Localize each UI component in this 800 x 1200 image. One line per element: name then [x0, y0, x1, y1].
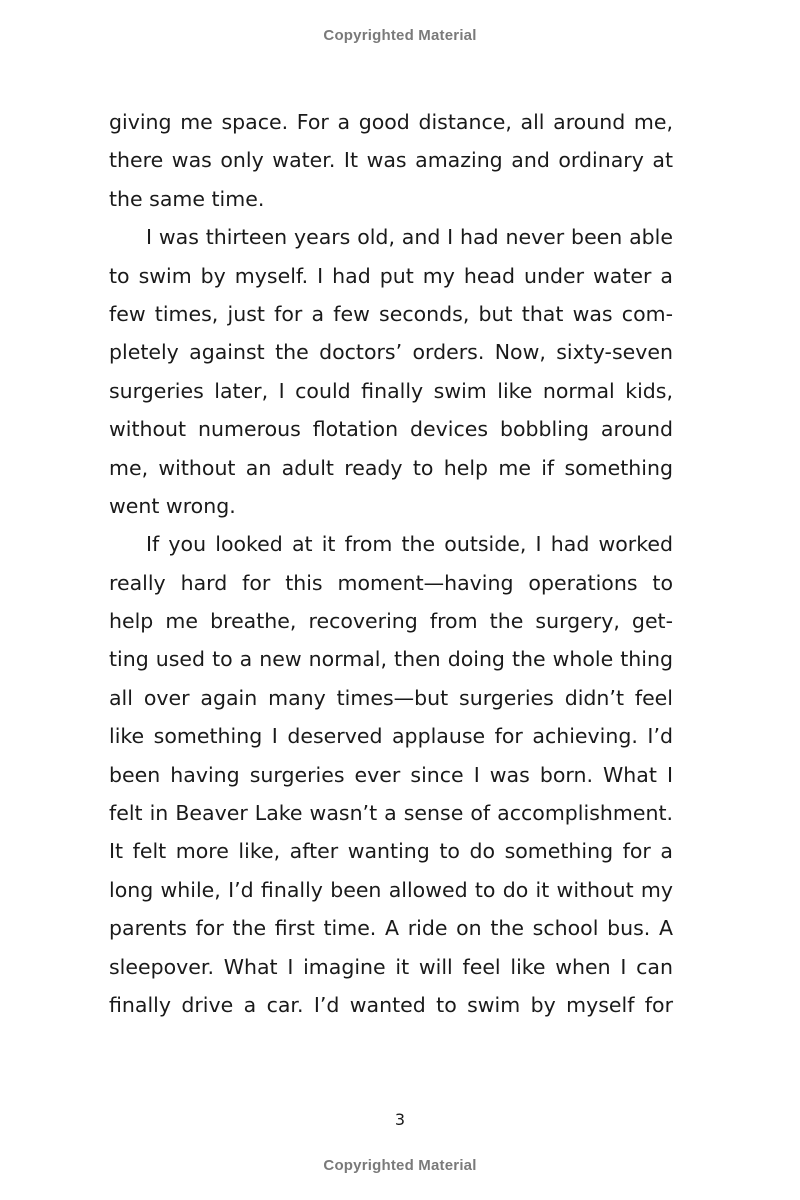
- paragraph-2: [109, 218, 673, 525]
- text-line: I was thirteen years old, and I had never been able: [146, 225, 673, 250]
- text-line: went wrong.: [109, 493, 236, 518]
- text-line: It felt more like, after wanting to do something for a: [109, 839, 673, 864]
- text-line: like something I deserved applause for achieving. I’d: [109, 724, 673, 749]
- paragraph-3: [109, 525, 673, 1024]
- text-line: me, without an adult ready to help me if something: [109, 455, 673, 480]
- text-line: really hard for this moment—having operations to: [109, 570, 673, 595]
- text-line: long while, I’d finally been allowed to do it without my: [109, 877, 673, 902]
- copyright-header: Copyrighted Material: [323, 27, 477, 44]
- text-line: there was only water. It was amazing and ordinary at: [109, 148, 673, 173]
- text-line: to swim by myself. I had put my head under water a: [109, 263, 673, 288]
- text-line: parents for the first time. A ride on the school bus. A: [109, 916, 673, 941]
- page-body-text: [109, 103, 673, 1024]
- text-line: few times, just for a few seconds, but that was com-: [109, 301, 673, 326]
- text-line: felt in Beaver Lake wasn’t a sense of accomplishment.: [109, 801, 673, 826]
- text-line: surgeries later, I could finally swim like normal kids,: [109, 378, 673, 403]
- text-line: all over again many times—but surgeries didn’t feel: [109, 685, 673, 710]
- copyright-footer: Copyrighted Material: [323, 1157, 477, 1174]
- page-number: 3: [394, 1110, 406, 1129]
- text-line: been having surgeries ever since I was born. What I: [109, 762, 673, 787]
- text-line: pletely against the doctors’ orders. Now, sixty-seven: [109, 340, 673, 365]
- text-line: giving me space. For a good distance, all around me,: [109, 110, 673, 134]
- text-line: the same time.: [109, 186, 265, 211]
- text-line: If you looked at it from the outside, I had worked: [146, 532, 673, 557]
- text-line: ting used to a new normal, then doing the whole thing: [109, 647, 673, 672]
- paragraph-1: [109, 103, 673, 218]
- text-line: finally drive a car. I’d wanted to swim by myself for: [109, 992, 673, 1017]
- text-line: without numerous flotation devices bobbling around: [109, 417, 673, 442]
- text-line: help me breathe, recovering from the surgery, get-: [109, 609, 673, 634]
- text-line: sleepover. What I imagine it will feel like when I can: [109, 954, 673, 979]
